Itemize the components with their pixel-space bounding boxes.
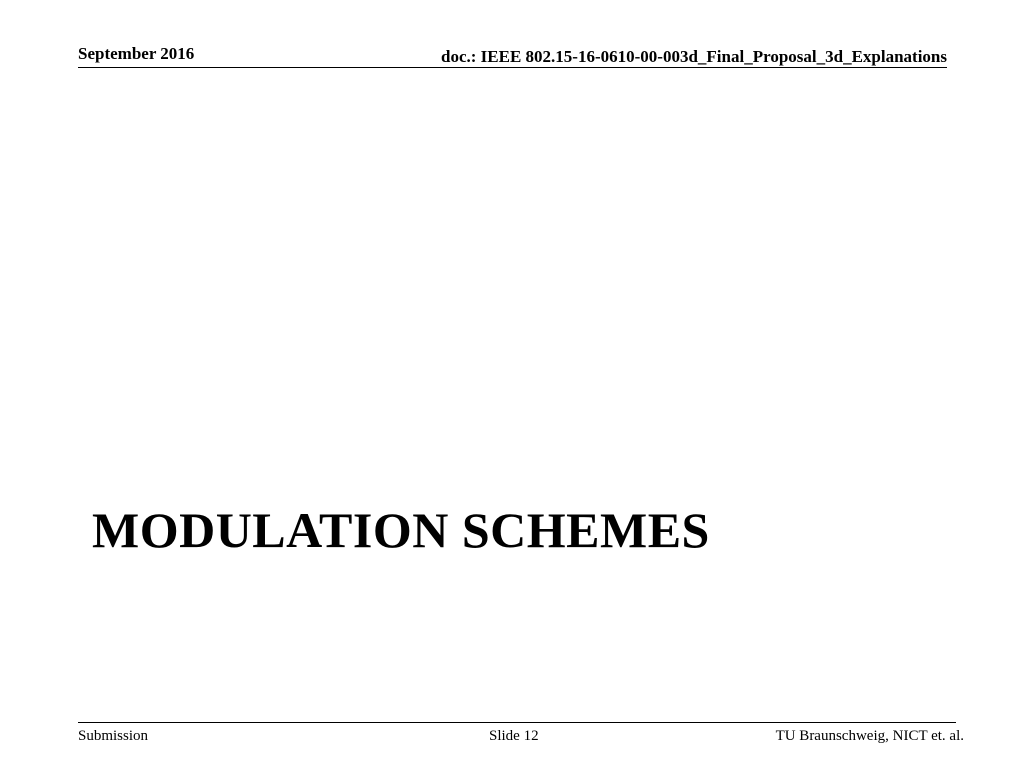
header-divider (78, 67, 947, 68)
header-doc-id: doc.: IEEE 802.15-16-0610-00-003d_Final_Proposal_3d_Explanations (441, 47, 947, 66)
footer-submission: Submission (78, 728, 149, 744)
header-date: September 2016 (78, 44, 195, 63)
footer-divider (78, 722, 956, 723)
footer-slide-number: Slide 12 (489, 728, 539, 744)
slide-title: MODULATION SCHEMES (92, 502, 710, 558)
footer-authors: TU Braunschweig, NICT et. al. (775, 728, 964, 744)
